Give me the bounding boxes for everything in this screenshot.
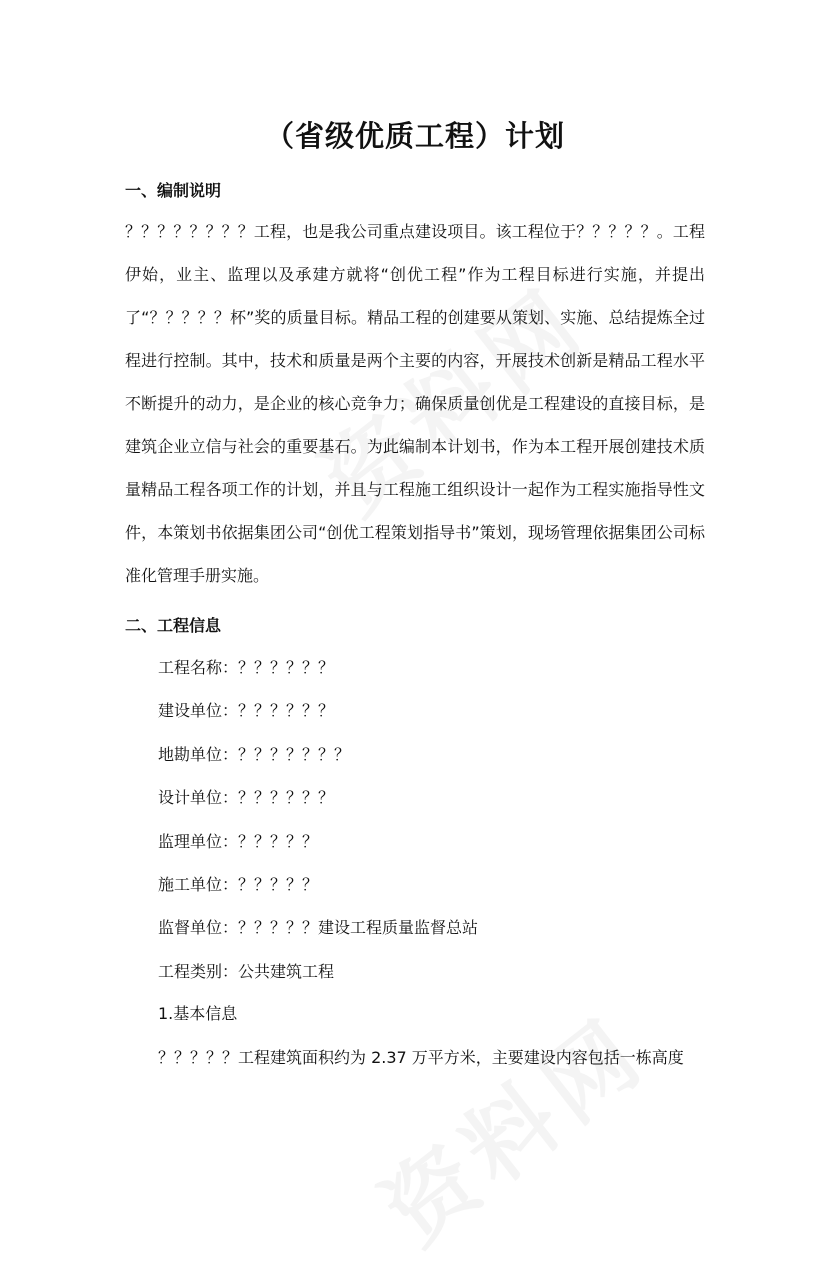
intro-paragraph: ？？？？？？？？工程，也是我公司重点建设项目。该工程位于？？？？？。工程伊始，业主、监理以及承建方就将“创优工程”作为工程目标进行实施，并提出了“？？？？？杯”奖的质量目标。精品工程的创建要从策划、实施、总结提炼全过程进行控制。其中，技术和质量是两个主要的内容，开展技术创新是精品工程水平不断提升的动力，是企业的核心竞争力；确保质量创优是工程建设的直接目标，是建筑企业立信与社会的重要基石。为此编制本计划书，作为本工程开展创建技术质量精品工程各项工作的计划，并且与工程施工组织设计一起作为工程实施指导性文件，本策划书依据集团公司“创优工程策划指导书”策划，现场管理依据集团公司标准化管理手册实施。: [125, 222, 705, 585]
info-item: 地勘单位：？？？？？？？: [158, 744, 351, 764]
info-item: 工程名称：？？？？？？: [158, 658, 335, 677]
info-item: 设计单位：？？？？？？: [158, 788, 335, 808]
info-item: 工程类别：公共建筑工程: [158, 961, 335, 981]
project-info-list: [158, 646, 478, 993]
basic-info-subheading: 1.基本信息: [158, 1004, 238, 1023]
section-heading-1: 一、编制说明: [125, 181, 222, 200]
basic-info-text: ？？？？？工程建筑面积约为 2.37 万平方米，主要建设内容包括一栋高度: [158, 1048, 684, 1067]
info-item: 施工单位：？？？？？: [158, 874, 319, 894]
section-heading-2: 二、工程信息: [125, 616, 222, 635]
info-item: 监督单位：？？？？？建设工程质量监督总站: [158, 918, 479, 938]
info-item: 建设单位：？？？？？？: [158, 701, 335, 721]
watermark: [352, 981, 668, 1268]
document-title: （省级优质工程）计划: [264, 119, 565, 153]
info-item: 监理单位：？？？？？: [158, 831, 319, 851]
